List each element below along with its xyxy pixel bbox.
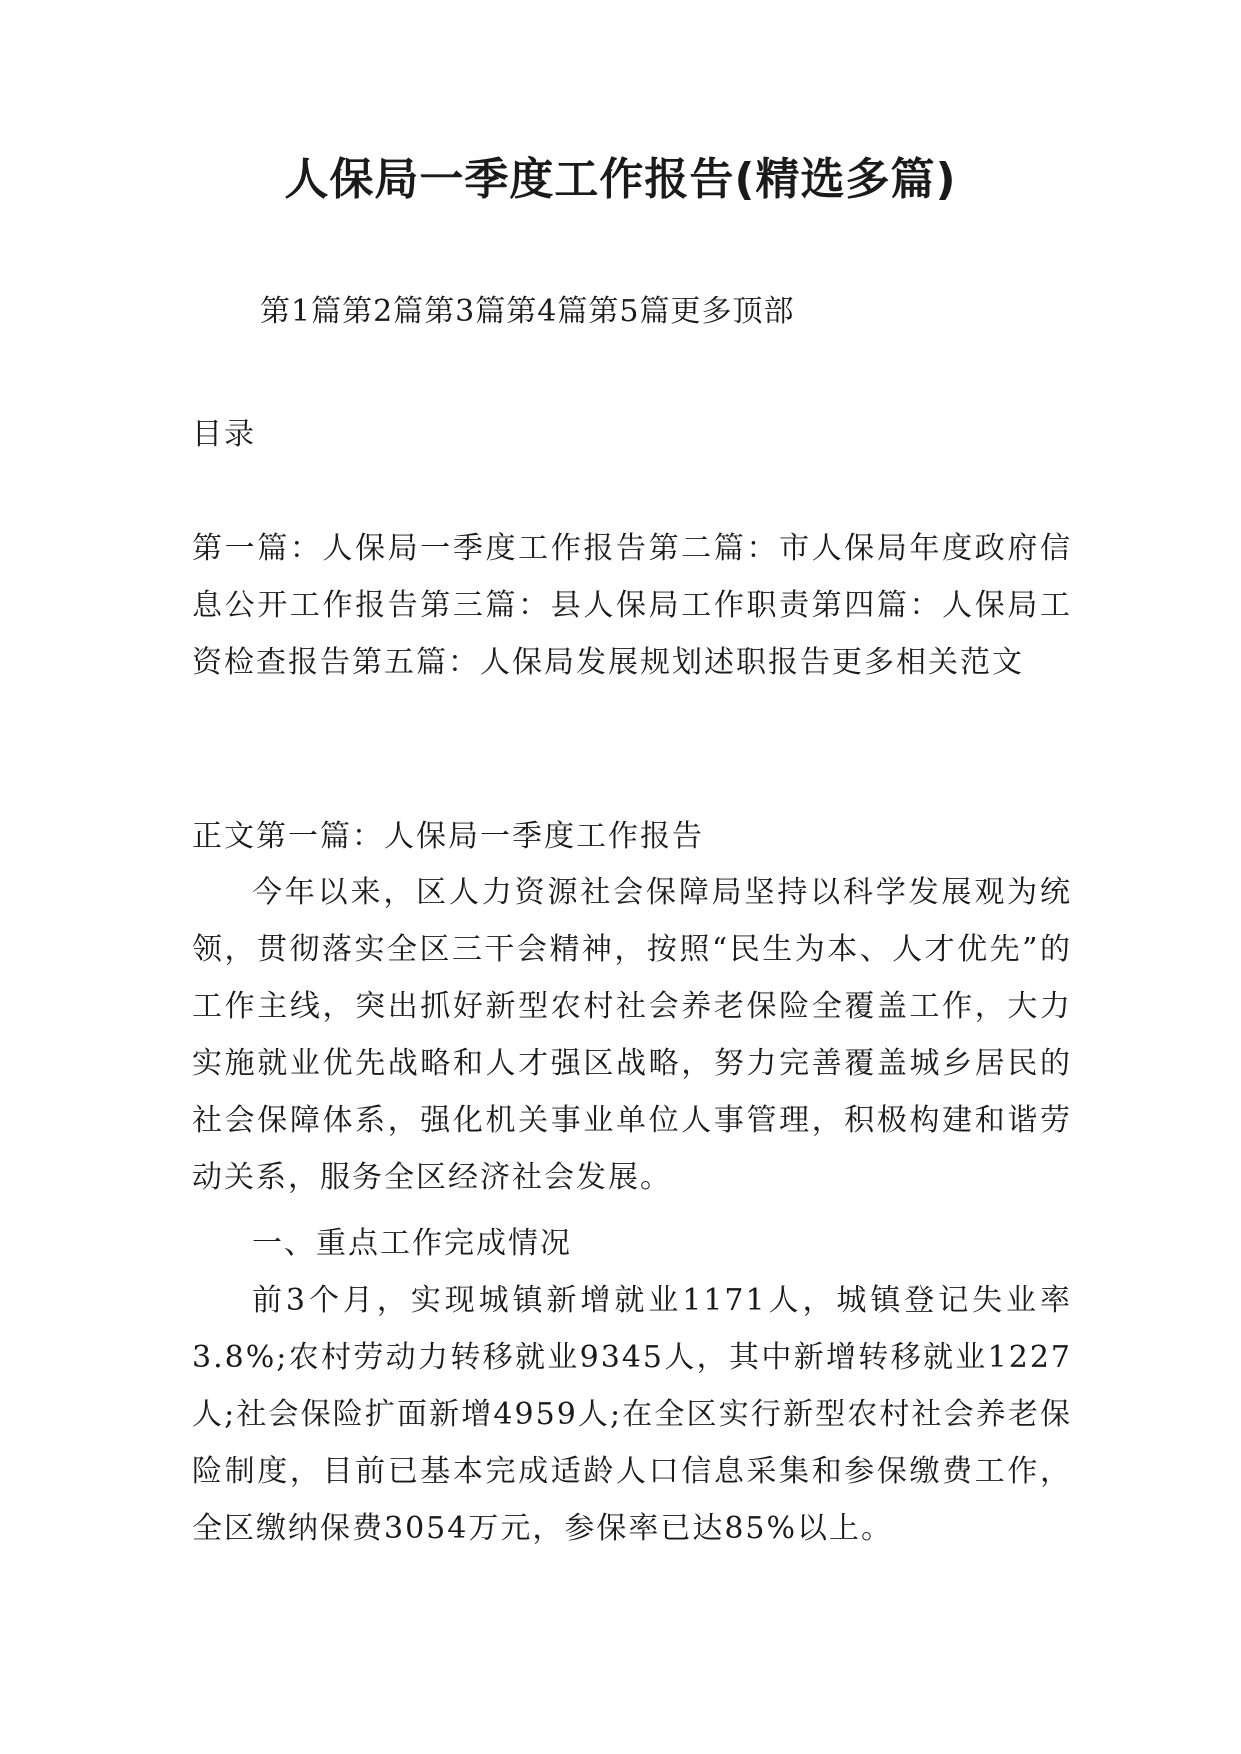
- nav-link-article-3[interactable]: 第3篇: [424, 294, 507, 329]
- toc-heading: 目录: [192, 417, 256, 452]
- nav-link-top[interactable]: 顶部: [732, 294, 795, 329]
- document-title: 人保局一季度工作报告(精选多篇): [284, 154, 957, 205]
- nav-link-article-4[interactable]: 第4篇: [506, 294, 589, 329]
- section-heading: 正文第一篇：人保局一季度工作报告: [192, 819, 704, 854]
- toc-list: 第一篇：人保局一季度工作报告第二篇：市人保局年度政府信息公开工作报告第三篇：县人保局工作职责第四篇：人保局工资检查报告第五篇：人保局发展规划述职报告更多相关范文: [192, 531, 1072, 680]
- body-paragraph-stats: 前3个月，实现城镇新增就业1171人，城镇登记失业率3.8%;农村劳动力转移就业9345人，其中新增转移就业1227人;社会保险扩面新增4959人;在全区实行新型农村社会养老保险制度，目前已基本完成适龄人口信息采集和参保缴费工作，全区缴纳保费3054万元，参保率已达85%以上。: [192, 1283, 1072, 1546]
- nav-link-article-1[interactable]: 第1篇: [260, 294, 343, 329]
- nav-link-more[interactable]: 更多: [670, 294, 733, 329]
- body-paragraph-intro: 今年以来，区人力资源社会保障局坚持以科学发展观为统领，贯彻落实全区三干会精神，按照“民生为本、人才优先”的工作主线，突出抓好新型农村社会养老保险全覆盖工作，大力实施就业优先战略和人才强区战略，努力完善覆盖城乡居民的社会保障体系，强化机关事业单位人事管理，积极构建和谐劳动关系，服务全区经济社会发展。: [192, 875, 1072, 1195]
- article-nav: [260, 292, 794, 332]
- nav-link-article-5[interactable]: 第5篇: [588, 294, 671, 329]
- nav-link-article-2[interactable]: 第2篇: [342, 294, 425, 329]
- subheading-key-work: 一、重点工作完成情况: [252, 1226, 572, 1261]
